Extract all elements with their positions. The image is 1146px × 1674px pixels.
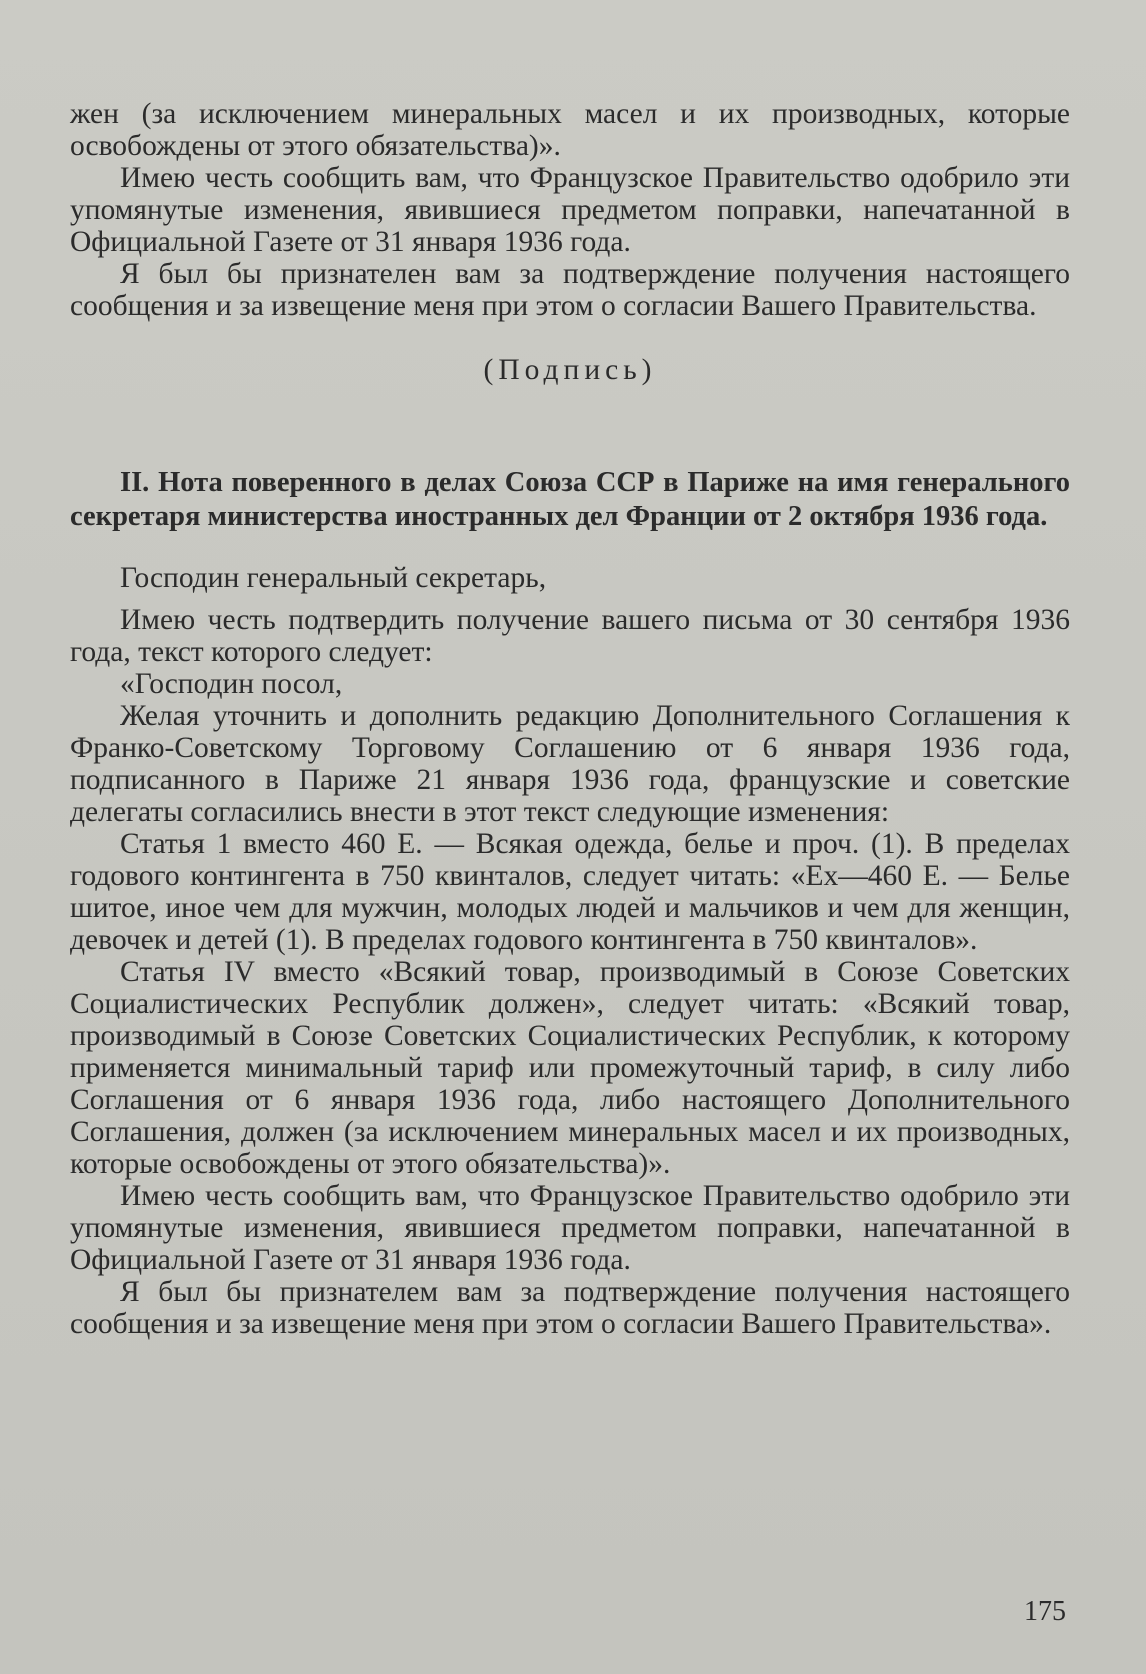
paragraph-article-4: Статья IV вместо «Всякий товар, производимый в Союзе Советских Социалистических Республик должен», следует читать: «Всякий товар, производимый в Союзе Советских Социалистических Республик, к которому применяется минимальный тариф или промежуточный тариф, в силу либо Соглашения от 6 января 1936 года, либо настоящего Дополнительного Соглашения, должен (за исключением минеральных масел и их производных, которые освобождены от этого обязательства)». — [70, 956, 1070, 1180]
paragraph-continuation: жен (за исключением минеральных масел и их производных, которые освобождены от этого обязательства)». — [70, 98, 1070, 162]
paragraph-request: Я был бы признателен вам за подтверждение получения настоящего сообщения и за извещение меня при этом о согласии Вашего Правительства. — [70, 258, 1070, 322]
signature-line: (Подпись) — [483, 354, 657, 386]
paragraph-request-quoted: Я был бы признателем вам за подтверждение получения настоящего сообщения и за извещение меня при этом о согласии Вашего Правительства». — [70, 1276, 1070, 1340]
page-number: 175 — [1024, 1596, 1066, 1627]
paragraph-approval-quoted: Имею честь сообщить вам, что Французское Правительство одобрило эти упомянутые изменения, явившиеся предметом поправки, напечатанной в Официальной Газете от 31 января 1936 года. — [70, 1180, 1070, 1276]
paragraph-approval: Имею честь сообщить вам, что Французское Правительство одобрило эти упомянутые изменения, явившиеся предметом поправки, напечатанной в Официальной Газете от 31 января 1936 года. — [70, 162, 1070, 258]
paragraph-intent: Желая уточнить и дополнить редакцию Дополнительного Соглашения к Франко-Советскому Торговому Соглашению от 6 января 1936 года, подписанного в Париже 21 января 1936 года, французские и советские делегаты согласились внести в этот текст следующие изменения: — [70, 700, 1070, 828]
section-heading: II. Нота поверенного в делах Союза ССР в Париже на имя генерального секретаря министерства иностранных дел Франции от 2 октября 1936 года. — [70, 467, 1070, 532]
paragraph-salutation: «Господин посол, — [120, 668, 343, 700]
paragraph-article-1: Статья 1 вместо 460 Е. — Всякая одежда, белье и проч. (1). В пределах годового контингента в 750 квинталов, следует читать: «Ex—460 Е. — Белье шитое, иное чем для мужчин, молодых людей и мальчиков и чем для женщин, девочек и детей (1). В пределах годового контингента в 750 квинталов». — [70, 828, 1070, 956]
paragraph-confirmation: Имею честь подтвердить получение вашего письма от 30 сентября 1936 года, текст которого следует: — [70, 604, 1070, 668]
greeting: Господин генеральный секретарь, — [120, 562, 547, 594]
